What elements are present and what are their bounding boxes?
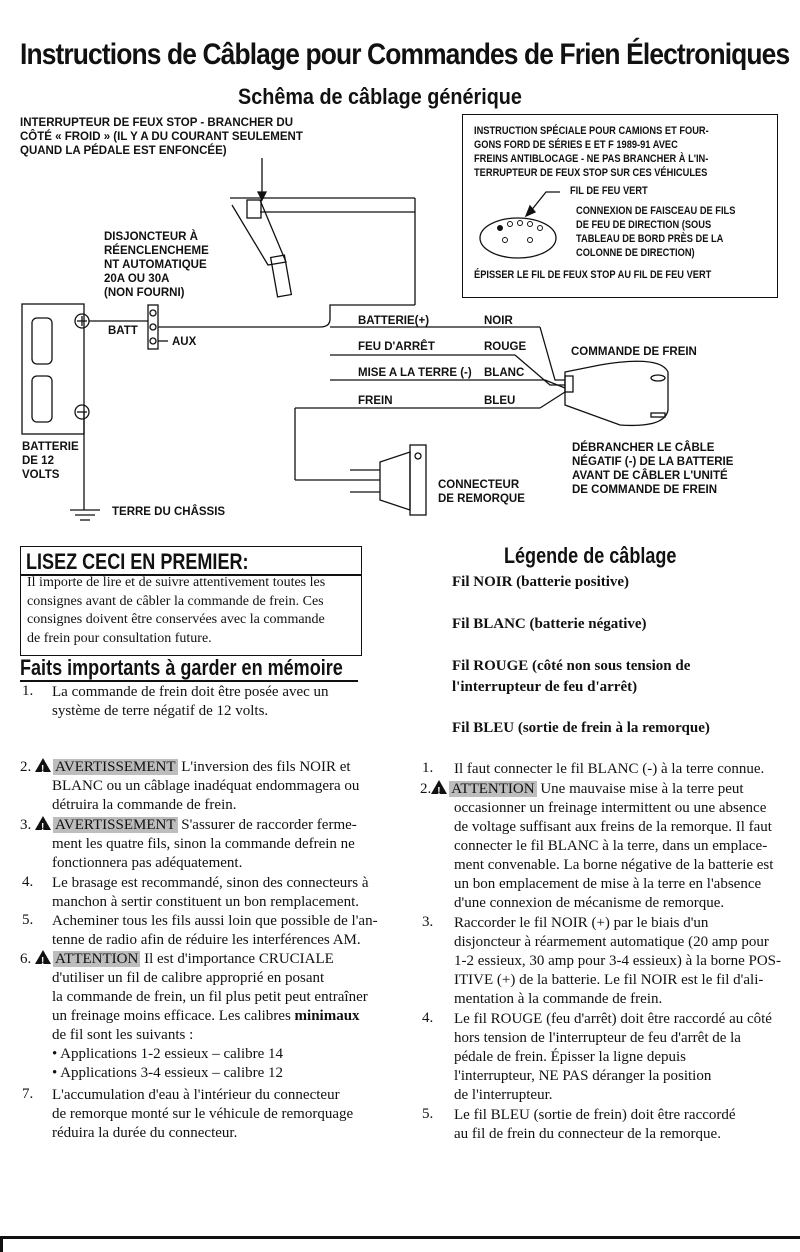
- legend-black: Fil NOIR (batterie positive): [452, 574, 630, 590]
- item-number: 5.: [422, 1106, 434, 1122]
- right-item-2: 2.! ATTENTION Une mauvaise mise à la terre peut occasionner un freinage intermittent ou une absence de voltage suffisant aux freins de la remorque. Il faut connecter le fil BLANC à la terre, dans un emplace- ment convenable. La borne négative de la batterie est un bon emplacement de mise à la terre en l'absence d'une connexion de mécanisme de remorque.: [420, 780, 773, 913]
- right-item-4: Le fil ROUGE (feu d'arrêt) doit être raccordé au côté hors tension de l'interrupteur de feu d'arrêt de la pédale de frein. Épisser la ligne depuis l'interrupteur, NE PAS déranger la position de l'interrupteur.: [454, 1011, 772, 1103]
- page-corner-mark: [0, 1236, 3, 1252]
- right-item-3: Raccorder le fil NOIR (+) par le biais d'un disjoncteur à réarmement automatique (20 amp pour 1-2 essieux, 30 amp pour 3-4 essieux) à la borne POS- ITIVE (+) de la batterie. Le fil NOIR est le fil d'ali- mentation à la commande de frein.: [454, 915, 782, 1007]
- wire-name-battery: BATTERIE(+): [358, 315, 430, 327]
- right-item-1: Il faut connecter le fil BLANC (-) à la terre connue.: [454, 761, 765, 777]
- item-number: 5.: [22, 912, 34, 928]
- breaker-label: DISJONCTEUR À RÉENCLENCHEME NT AUTOMATIQUE 20A OU 30A (NON FOURNI): [104, 231, 209, 299]
- page-title: Instructions de Câblage pour Commandes de Frien Électroniques: [20, 38, 790, 71]
- legend-blue: Fil BLEU (sortie de frein à la remorque): [452, 720, 710, 736]
- fact-item-5: Acheminer tous les fils aussi loin que possible de l'an- tenne de radio afin de réduire les interférences AM.: [52, 913, 378, 948]
- warning-icon: [35, 816, 51, 830]
- item-number: 1.: [422, 760, 434, 776]
- special-instruction-text: INSTRUCTION SPÉCIALE POUR CAMIONS ET FOUR- GONS FORD DE SÉRIES E ET F 1989-91 AVEC FREINS ANTIBLOCAGE - NE PAS BRANCHER À L'IN- TERRUPTEUR DE FEUX STOP SUR CES VÉHICULES: [474, 125, 709, 179]
- wire-name-ground: MISE A LA TERRE (-): [358, 367, 472, 379]
- fact-item-7: L'accumulation d'eau à l'intérieur du connecteur de remorque monté sur le véhicule de remorquage réduira la durée du connecteur.: [52, 1087, 354, 1141]
- brake-control-symbol: [565, 361, 668, 425]
- warning-badge: AVERTISSEMENT: [55, 759, 176, 775]
- wire-color-blue: BLEU: [484, 395, 516, 407]
- facts-heading: Faits importants à garder en mémoire: [20, 655, 343, 680]
- warning-badge: ATTENTION: [55, 951, 139, 967]
- warning-badge: ATTENTION: [451, 781, 535, 797]
- right-item-5: Le fil BLEU (sortie de frein) doit être raccordé au fil de frein du connecteur de la remorque.: [454, 1107, 736, 1142]
- green-wire-label: FIL DE FEU VERT: [570, 185, 648, 197]
- read-first-heading: LISEZ CECI EN PREMIER:: [26, 549, 249, 574]
- fact-item-1: La commande de frein doit être posée avec un système de terre négatif de 12 volts.: [52, 684, 329, 719]
- wire-name-brake: FREIN: [358, 395, 393, 407]
- aux-label: AUX: [172, 336, 197, 348]
- warning-icon: [35, 758, 51, 772]
- item-number: 3.: [422, 914, 434, 930]
- wire-color-red: ROUGE: [484, 341, 527, 353]
- stop-switch-note: INTERRUPTEUR DE FEUX STOP - BRANCHER DU CÔTÉ « FROID » (IL Y A DU COURANT SEULEMENT QUAND LA PÉDALE EST ENFONCÉE): [20, 117, 303, 157]
- legend-heading: Légende de câblage: [504, 543, 677, 568]
- fact-item-6: 6. ! ATTENTION Il est d'importance CRUCIALE d'utiliser un fil de calibre approprié en posant la commande de frein, un fil plus petit peut entraîner un freinage moins efficace. Les calibres minimaux de fil sont les suivants : • Applications 1-2 essieux – calibre 14 • Applications 3-4 essieux – calibre 12: [20, 950, 368, 1083]
- splice-instruction: ÉPISSER LE FIL DE FEUX STOP AU FIL DE FEU VERT: [474, 269, 712, 281]
- warning-badge: AVERTISSEMENT: [55, 817, 176, 833]
- page-bottom-border: [0, 1236, 800, 1239]
- read-first-text: Il importe de lire et de suivre attentivement toutes les consignes avant de câbler la commande de frein. Ces consignes doivent être conservées avec la commande de frein pour consultation future.: [27, 575, 326, 646]
- wire-color-black: NOIR: [484, 315, 513, 327]
- legend-red: Fil ROUGE (côté non sous tension de l'interrupteur de feu d'arrêt): [452, 658, 691, 695]
- battery-symbol: [22, 304, 84, 434]
- item-number: 4.: [422, 1010, 434, 1026]
- wire-name-stop: FEU D'ARRÊT: [358, 341, 435, 353]
- item-number: 7.: [22, 1086, 34, 1102]
- chassis-ground-label: TERRE DU CHÂSSIS: [112, 506, 226, 518]
- legend-white: Fil BLANC (batterie négative): [452, 616, 647, 632]
- divider: [20, 680, 358, 682]
- fact-item-4: Le brasage est recommandé, sinon des connecteurs à manchon à sertir constituent un bon remplacement.: [52, 875, 369, 910]
- trailer-connector-symbol: [380, 452, 410, 510]
- warning-icon: [35, 950, 51, 964]
- disconnect-note: DÉBRANCHER LE CÂBLE NÉGATIF (-) DE LA BATTERIE AVANT DE CÂBLER L'UNITÉ DE COMMANDE DE FREIN: [572, 442, 734, 496]
- harness-connection-label: CONNEXION DE FAISCEAU DE FILS DE FEU DE DIRECTION (SOUS TABLEAU DE BORD PRÈS DE LA COLONNE DE DIRECTION): [576, 205, 736, 259]
- fact-item-3: 3. ! AVERTISSEMENT S'assurer de raccorder ferme- ment les quatre fils, sinon la commande defrein ne fonctionnera pas adéquatement.: [20, 816, 357, 873]
- trailer-connector-label: CONNECTEUR DE REMORQUE: [438, 479, 525, 505]
- item-number: 1.: [22, 683, 34, 699]
- warning-icon: [431, 780, 447, 794]
- wire-color-white: BLANC: [484, 367, 525, 379]
- item-number: 4.: [22, 874, 34, 890]
- battery-label: BATTERIE DE 12 VOLTS: [22, 441, 79, 481]
- batt-label: BATT: [108, 325, 138, 337]
- diagram-title: Schêma de câblage générique: [238, 84, 522, 109]
- fact-item-2: 2. ! AVERTISSEMENT L'inversion des fils NOIR et BLANC ou un câblage inadéquat endommagera ou détruira la commande de frein.: [20, 758, 359, 815]
- brake-control-label: COMMANDE DE FREIN: [571, 346, 697, 358]
